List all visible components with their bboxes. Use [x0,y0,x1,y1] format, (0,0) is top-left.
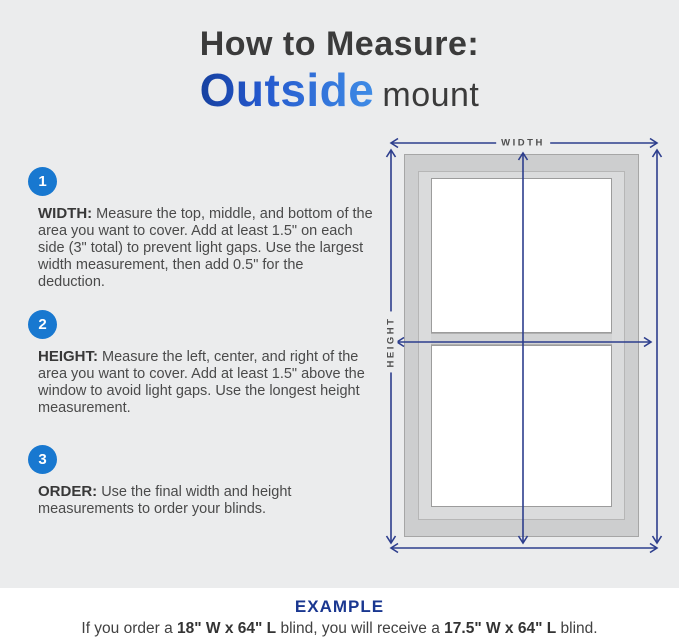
step-1-width [28,167,374,291]
example-middle: blind, you will receive a [276,620,445,637]
step-1-text [38,205,374,291]
step-3-text [38,483,374,518]
step-3-body: Use the final width and height measurements to order your blinds. [38,484,292,517]
step-2-text [38,348,374,417]
step-2-number-badge: 2 [28,310,57,339]
example-receive-size: 17.5" W x 64" L [444,620,557,637]
step-3-label: ORDER: [38,483,98,500]
page-title [0,26,679,116]
step-1-number-badge: 1 [28,167,57,196]
step-1-body: Measure the top, middle, and bottom of the area you want to cover. Add at least 1.5" on each side (3" total) to prevent light gaps. Use the largest width measurement, then add 0.5" for the deduction. [38,206,373,290]
window-meeting-rail [431,333,612,345]
example-footer [0,588,679,644]
height-dimension-label: HEIGHT [385,312,398,373]
window-pane-top [431,178,612,333]
step-2-height [28,310,374,417]
example-heading: EXAMPLE [294,597,385,616]
step-2-label: HEIGHT: [38,348,98,365]
step-3-order [28,445,374,518]
width-dimension-label: WIDTH [496,137,550,150]
window-pane-area [431,178,612,507]
step-3-number-badge: 3 [28,445,57,474]
title-outside-highlight: Outside [199,64,375,117]
window-pane-bottom [431,345,612,507]
step-1-label: WIDTH: [38,205,93,222]
title-line-1: How to Measure: [199,25,480,63]
title-mount-text: mount [382,76,480,115]
window-sash-frame [418,171,625,520]
window-frame [404,154,639,537]
example-order-size: 18" W x 64" L [177,620,277,637]
example-suffix: blind. [556,620,598,637]
example-sentence [0,620,679,638]
title-line-2 [0,65,679,116]
step-2-body: Measure the left, center, and right of the area you want to cover. Add at least 1.5" above the window to avoid light gaps. Use the longest height measurement. [38,349,365,416]
example-prefix: If you order a [81,620,178,637]
